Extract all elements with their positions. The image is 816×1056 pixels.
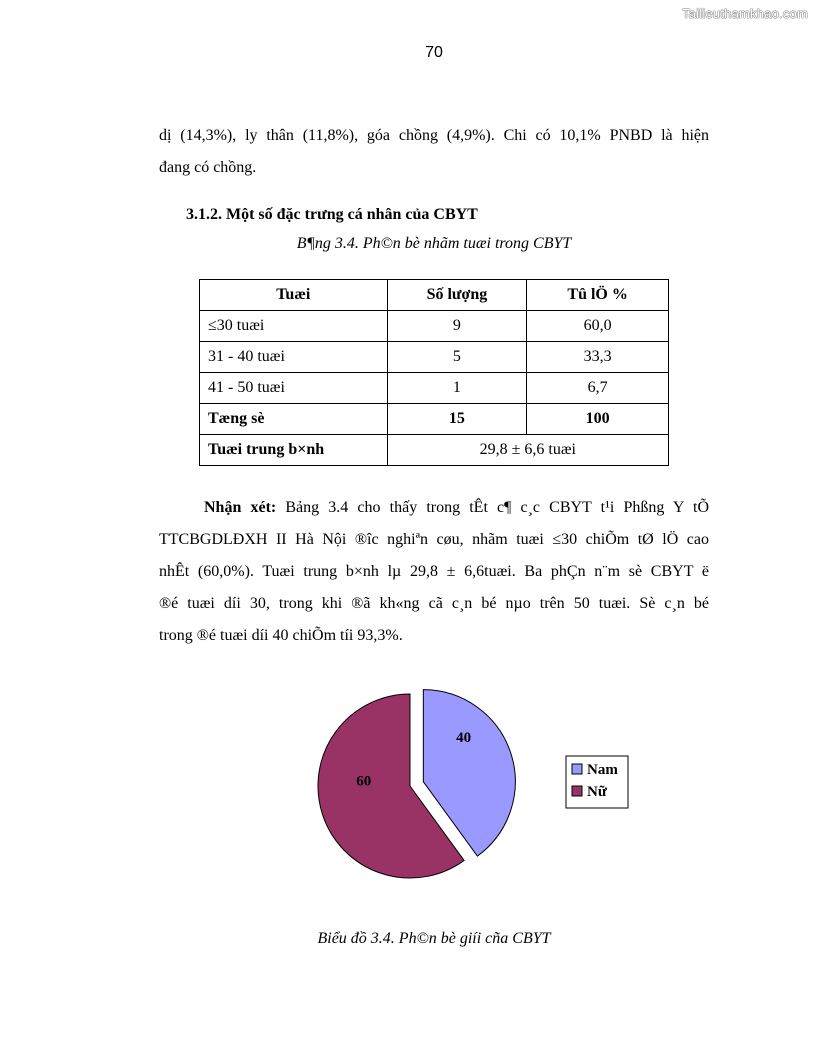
chart-caption: Biểu đồ 3.4. Ph©n bè giíi cña CBYT: [317, 930, 551, 947]
age-distribution-table: [199, 279, 669, 466]
cell-age: ≤30 tuæi: [200, 311, 388, 342]
paragraph-2-line-3: nhÊt (60,0%). Tuæi trung b×nh lµ 29,8 ± 6,6tuæi. Ba phÇn n¨m sè CBYT ë: [159, 563, 709, 580]
remark-label: Nhận xét:: [204, 499, 277, 516]
header-percent: Tû lÖ %: [527, 280, 669, 311]
table-header-row: [200, 280, 669, 311]
paragraph-2-line-1-text: Bảng 3.4 cho thấy trong tÊt c¶ c¸c CBYT t¹i Phßng Y tÕ: [276, 499, 710, 516]
paragraph-1: [159, 120, 709, 184]
gender-pie-chart: [300, 676, 640, 896]
paragraph-2-line-5: trong ®é tuæi díi 40 chiÕm tíi 93,3%.: [159, 627, 403, 644]
page-number: 70: [425, 44, 443, 61]
section-heading: 3.1.2. Một số đặc trưng cá nhân của CBYT: [186, 206, 478, 223]
legend-label: Nam: [587, 762, 618, 778]
cell-mean-value: 29,8 ± 6,6 tuæi: [387, 435, 668, 466]
cell-percent: 6,7: [527, 373, 669, 404]
table-row: [200, 373, 669, 404]
table-mean-row: [200, 435, 669, 466]
cell-total-label: Tæng sè: [200, 404, 388, 435]
legend-swatch: [572, 786, 582, 796]
paragraph-2: [159, 492, 709, 652]
paragraph-2-line-4: ®é tuæi díi 30, trong khi ®ã kh«ng cã c¸n bé nµo trên 50 tuæi. Sè c¸n bé: [159, 595, 709, 612]
watermark: Tailieuthamkhao.com: [682, 6, 808, 21]
pie-data-label: 60: [356, 773, 372, 790]
header-age: Tuæi: [200, 280, 388, 311]
cell-count: 5: [387, 342, 527, 373]
table-row: [200, 311, 669, 342]
cell-age: 41 - 50 tuæi: [200, 373, 388, 404]
header-count: Số lượng: [387, 280, 527, 311]
table-caption: B¶ng 3.4. Ph©n bè nhãm tuæi trong CBYT: [296, 235, 572, 252]
cell-mean-label: Tuæi trung b×nh: [200, 435, 388, 466]
cell-percent: 60,0: [527, 311, 669, 342]
cell-age: 31 - 40 tuæi: [200, 342, 388, 373]
table-total-row: [200, 404, 669, 435]
cell-count: 1: [387, 373, 527, 404]
paragraph-1-line-1: dị (14,3%), ly thân (11,8%), góa chồng (4,9%). Chi có 10,1% PNBD là hiện: [159, 127, 709, 144]
pie-data-label: 40: [456, 730, 472, 747]
legend-swatch: [572, 764, 582, 774]
cell-percent: 33,3: [527, 342, 669, 373]
legend-label: Nữ: [587, 784, 607, 800]
cell-total-percent: 100: [527, 404, 669, 435]
paragraph-1-line-2: đang có chồng.: [159, 159, 257, 176]
cell-count: 9: [387, 311, 527, 342]
paragraph-2-line-2: TTCBGDLĐXH II Hà Nội ®îc nghiªn cøu, nhãm tuæi ≤30 chiÕm tØ lÖ cao: [159, 531, 709, 548]
cell-total-count: 15: [387, 404, 527, 435]
table-row: [200, 342, 669, 373]
paragraph-2-line-1: [159, 492, 709, 524]
